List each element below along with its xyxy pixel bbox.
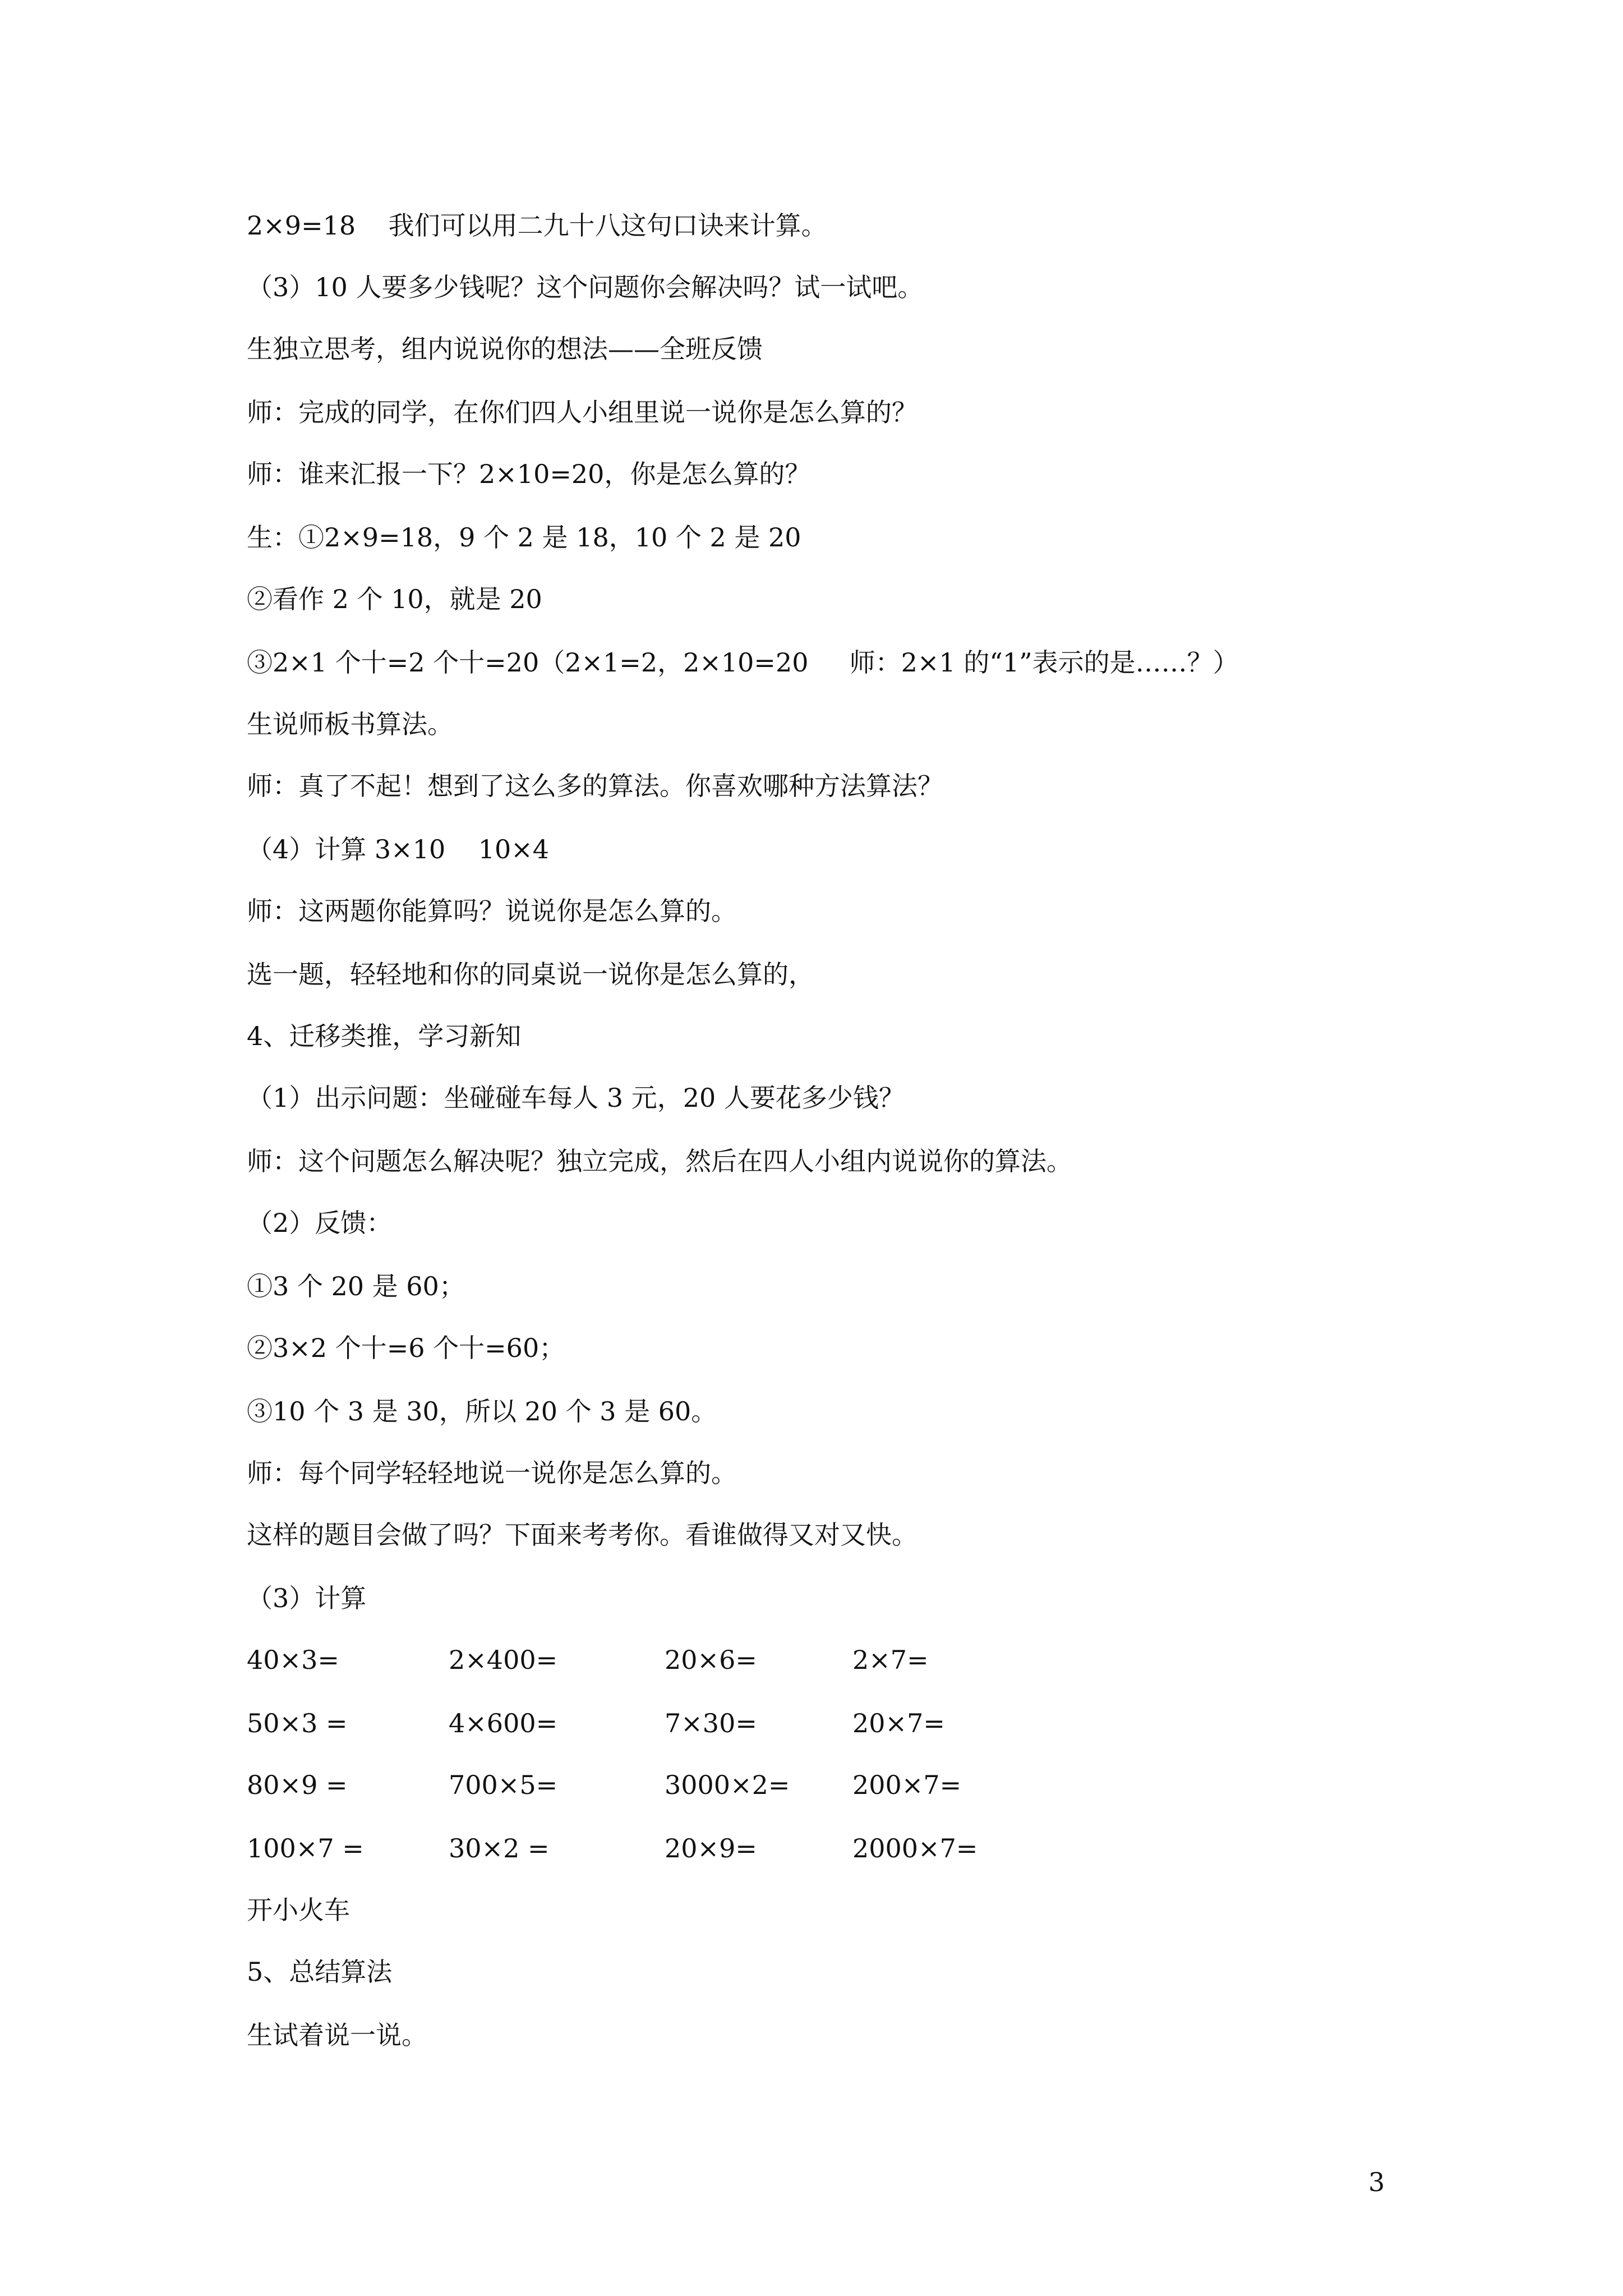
calculation-item: 200×7= (852, 1770, 962, 1800)
calculation-item: 20×7= (852, 1708, 945, 1738)
calculation-item: 2×400= (449, 1645, 558, 1675)
calculation-item: 100×7 = (247, 1833, 364, 1864)
calculation-row (247, 1832, 1088, 1865)
text-line: 师：每个同学轻轻地说一说你是怎么算的。 (247, 1458, 737, 1488)
text-line: 生：①2×9=18，9 个 2 是 18，10 个 2 是 20 (247, 522, 801, 553)
calculation-row (247, 1768, 1088, 1802)
calculation-item: 700×5= (449, 1770, 558, 1800)
section-heading: 4、迁移类推，学习新知 (247, 1021, 522, 1051)
calculation-item: 4×600= (449, 1708, 558, 1738)
calculation-item: 20×9= (665, 1833, 757, 1864)
text-line: （3）计算 (247, 1583, 367, 1613)
text-line: （2）反馈： (247, 1208, 393, 1238)
text-line: （4）计算 3×10 10×4 (247, 834, 550, 864)
text-line: 2×9=18 我们可以用二九十八这句口诀来计算。 (247, 210, 827, 241)
calculation-row (247, 1706, 1088, 1740)
text-line: ①3 个 20 是 60； (247, 1271, 465, 1301)
calculation-item: 80×9 = (247, 1770, 348, 1800)
calculation-item: 7×30= (665, 1708, 757, 1738)
text-line: 师：这两题你能算吗？说说你是怎么算的。 (247, 896, 737, 926)
text-line: （3）10 人要多少钱呢？这个问题你会解决吗？试一试吧。 (247, 272, 924, 302)
text-line: 师：完成的同学，在你们四人小组里说一说你是怎么算的？ (247, 397, 917, 427)
text-line: 生试着说一说。 (247, 2020, 427, 2050)
text-line: 这样的题目会做了吗？下面来考考你。看谁做得又对又快。 (247, 1520, 917, 1550)
text-line: 师：真了不起！想到了这么多的算法。你喜欢哪种方法算法？ (247, 771, 943, 801)
section-heading: 5、总结算法 (247, 1957, 393, 1987)
text-line: ③2×1 个十=2 个十=20（2×1=2，2×10=20 师：2×1 的“1”表示的是……？） (247, 647, 1239, 678)
calculation-item: 3000×2= (665, 1770, 790, 1800)
calculation-item: 20×6= (665, 1645, 757, 1675)
text-line: 开小火车 (247, 1895, 350, 1925)
page-number: 3 (1368, 2167, 1385, 2197)
calculation-row (247, 1643, 1088, 1677)
text-line: （1）出示问题：坐碰碰车每人 3 元，20 人要花多少钱？ (247, 1083, 905, 1113)
calculation-item: 2×7= (852, 1645, 929, 1675)
calculation-item: 50×3 = (247, 1708, 348, 1738)
text-line: 生独立思考，组内说说你的想法——全班反馈 (247, 334, 763, 364)
text-line: ②看作 2 个 10，就是 20 (247, 584, 542, 614)
text-line: 师：谁来汇报一下？2×10=20，你是怎么算的？ (247, 459, 811, 489)
text-line: 师：这个问题怎么解决呢？独立完成，然后在四人小组内说说你的算法。 (247, 1146, 1072, 1176)
text-line: 选一题，轻轻地和你的同桌说一说你是怎么算的， (247, 959, 814, 990)
text-line: 生说师板书算法。 (247, 709, 453, 739)
calculation-item: 2000×7= (852, 1833, 978, 1864)
text-line: ②3×2 个十=6 个十=60； (247, 1333, 565, 1363)
text-line: ③10 个 3 是 30，所以 20 个 3 是 60。 (247, 1396, 717, 1427)
calculation-item: 30×2 = (449, 1833, 550, 1864)
calculation-item: 40×3= (247, 1645, 339, 1675)
